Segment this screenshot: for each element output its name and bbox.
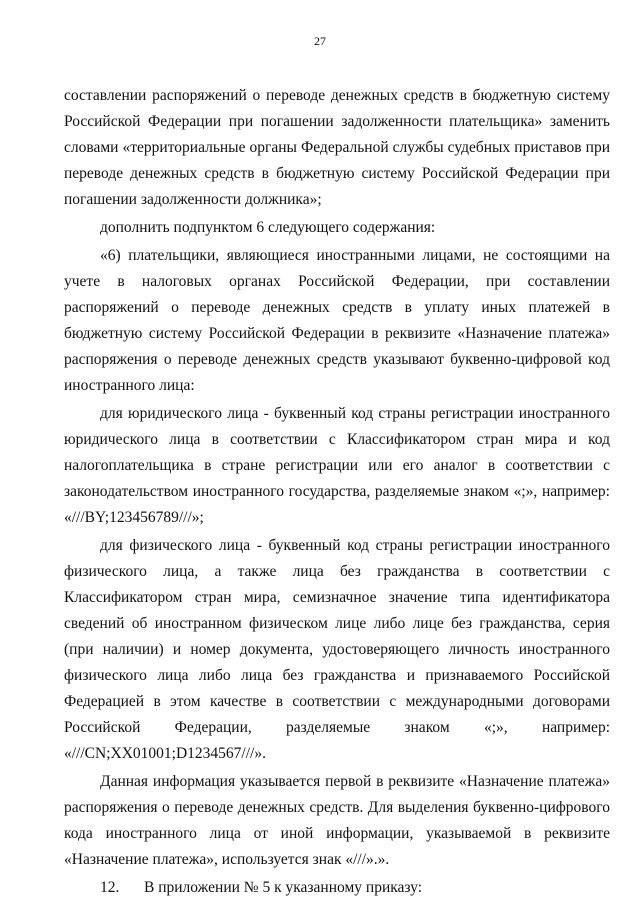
item-12-number: 12. xyxy=(100,879,120,896)
document-body xyxy=(64,83,610,903)
page-number: 27 xyxy=(314,34,326,48)
paragraph-add-subitem: дополнить подпунктом 6 следующего содержания: xyxy=(100,219,436,236)
item-12-text: В приложении № 5 к указанному приказу: xyxy=(144,879,423,896)
paragraph-subitem-6: «6) плательщики, являющиеся иностранными лицами, не состоящими на учете в налоговых органах Российской Федерации, при составлении распоряжений о переводе денежных средств в уплату иных платежей в бюджетную систему Российской Федерации в реквизите «Назначение платежа» распоряжения о переводе денежных средств указывают буквенно-цифровой код иностранного лица: xyxy=(64,247,610,394)
paragraph-legal-entity: для юридического лица - буквенный код страны регистрации иностранного юридического лица в соответствии с Классификатором стран мира и код налогоплательщика в стране регистрации или его аналог в соответствии с законодательством иностранного государства, разделяемые знаком «;», например: «///BY;123456789///»; xyxy=(64,405,610,526)
paragraph-individual: для физического лица - буквенный код страны регистрации иностранного физического лица, а также лица без гражданства в соответствии с Классификатором стран мира, семизначное значение типа идентификатора сведений об иностранном физическом лице либо лице без гражданства, серия (при наличии) и номер документа, удостоверяющего личность иностранного физического лица либо лица без гражданства и признаваемого Российской Федерацией в этом качестве в соответствии с международными договорами Российской Федерации, разделяемые знаком «;», например: «///CN;XX01001;D1234567///». xyxy=(64,537,610,762)
paragraph-continuation: составлении распоряжений о переводе денежных средств в бюджетную систему Российской Федерации при погашении задолженности плательщика» заменить словами «территориальные органы Федеральной службы судебных приставов при переводе денежных средств в бюджетную систему Российской Федерации при погашении задолженности должника»; xyxy=(64,87,610,208)
paragraph-info-placement: Данная информация указывается первой в реквизите «Назначение платежа» распоряжения о переводе денежных средств. Для выделения буквенно-цифрового кода иностранного лица от иной информации, указываемой в реквизите «Назначение платежа», используется знак «///».». xyxy=(64,773,610,868)
item-12 xyxy=(64,875,610,901)
